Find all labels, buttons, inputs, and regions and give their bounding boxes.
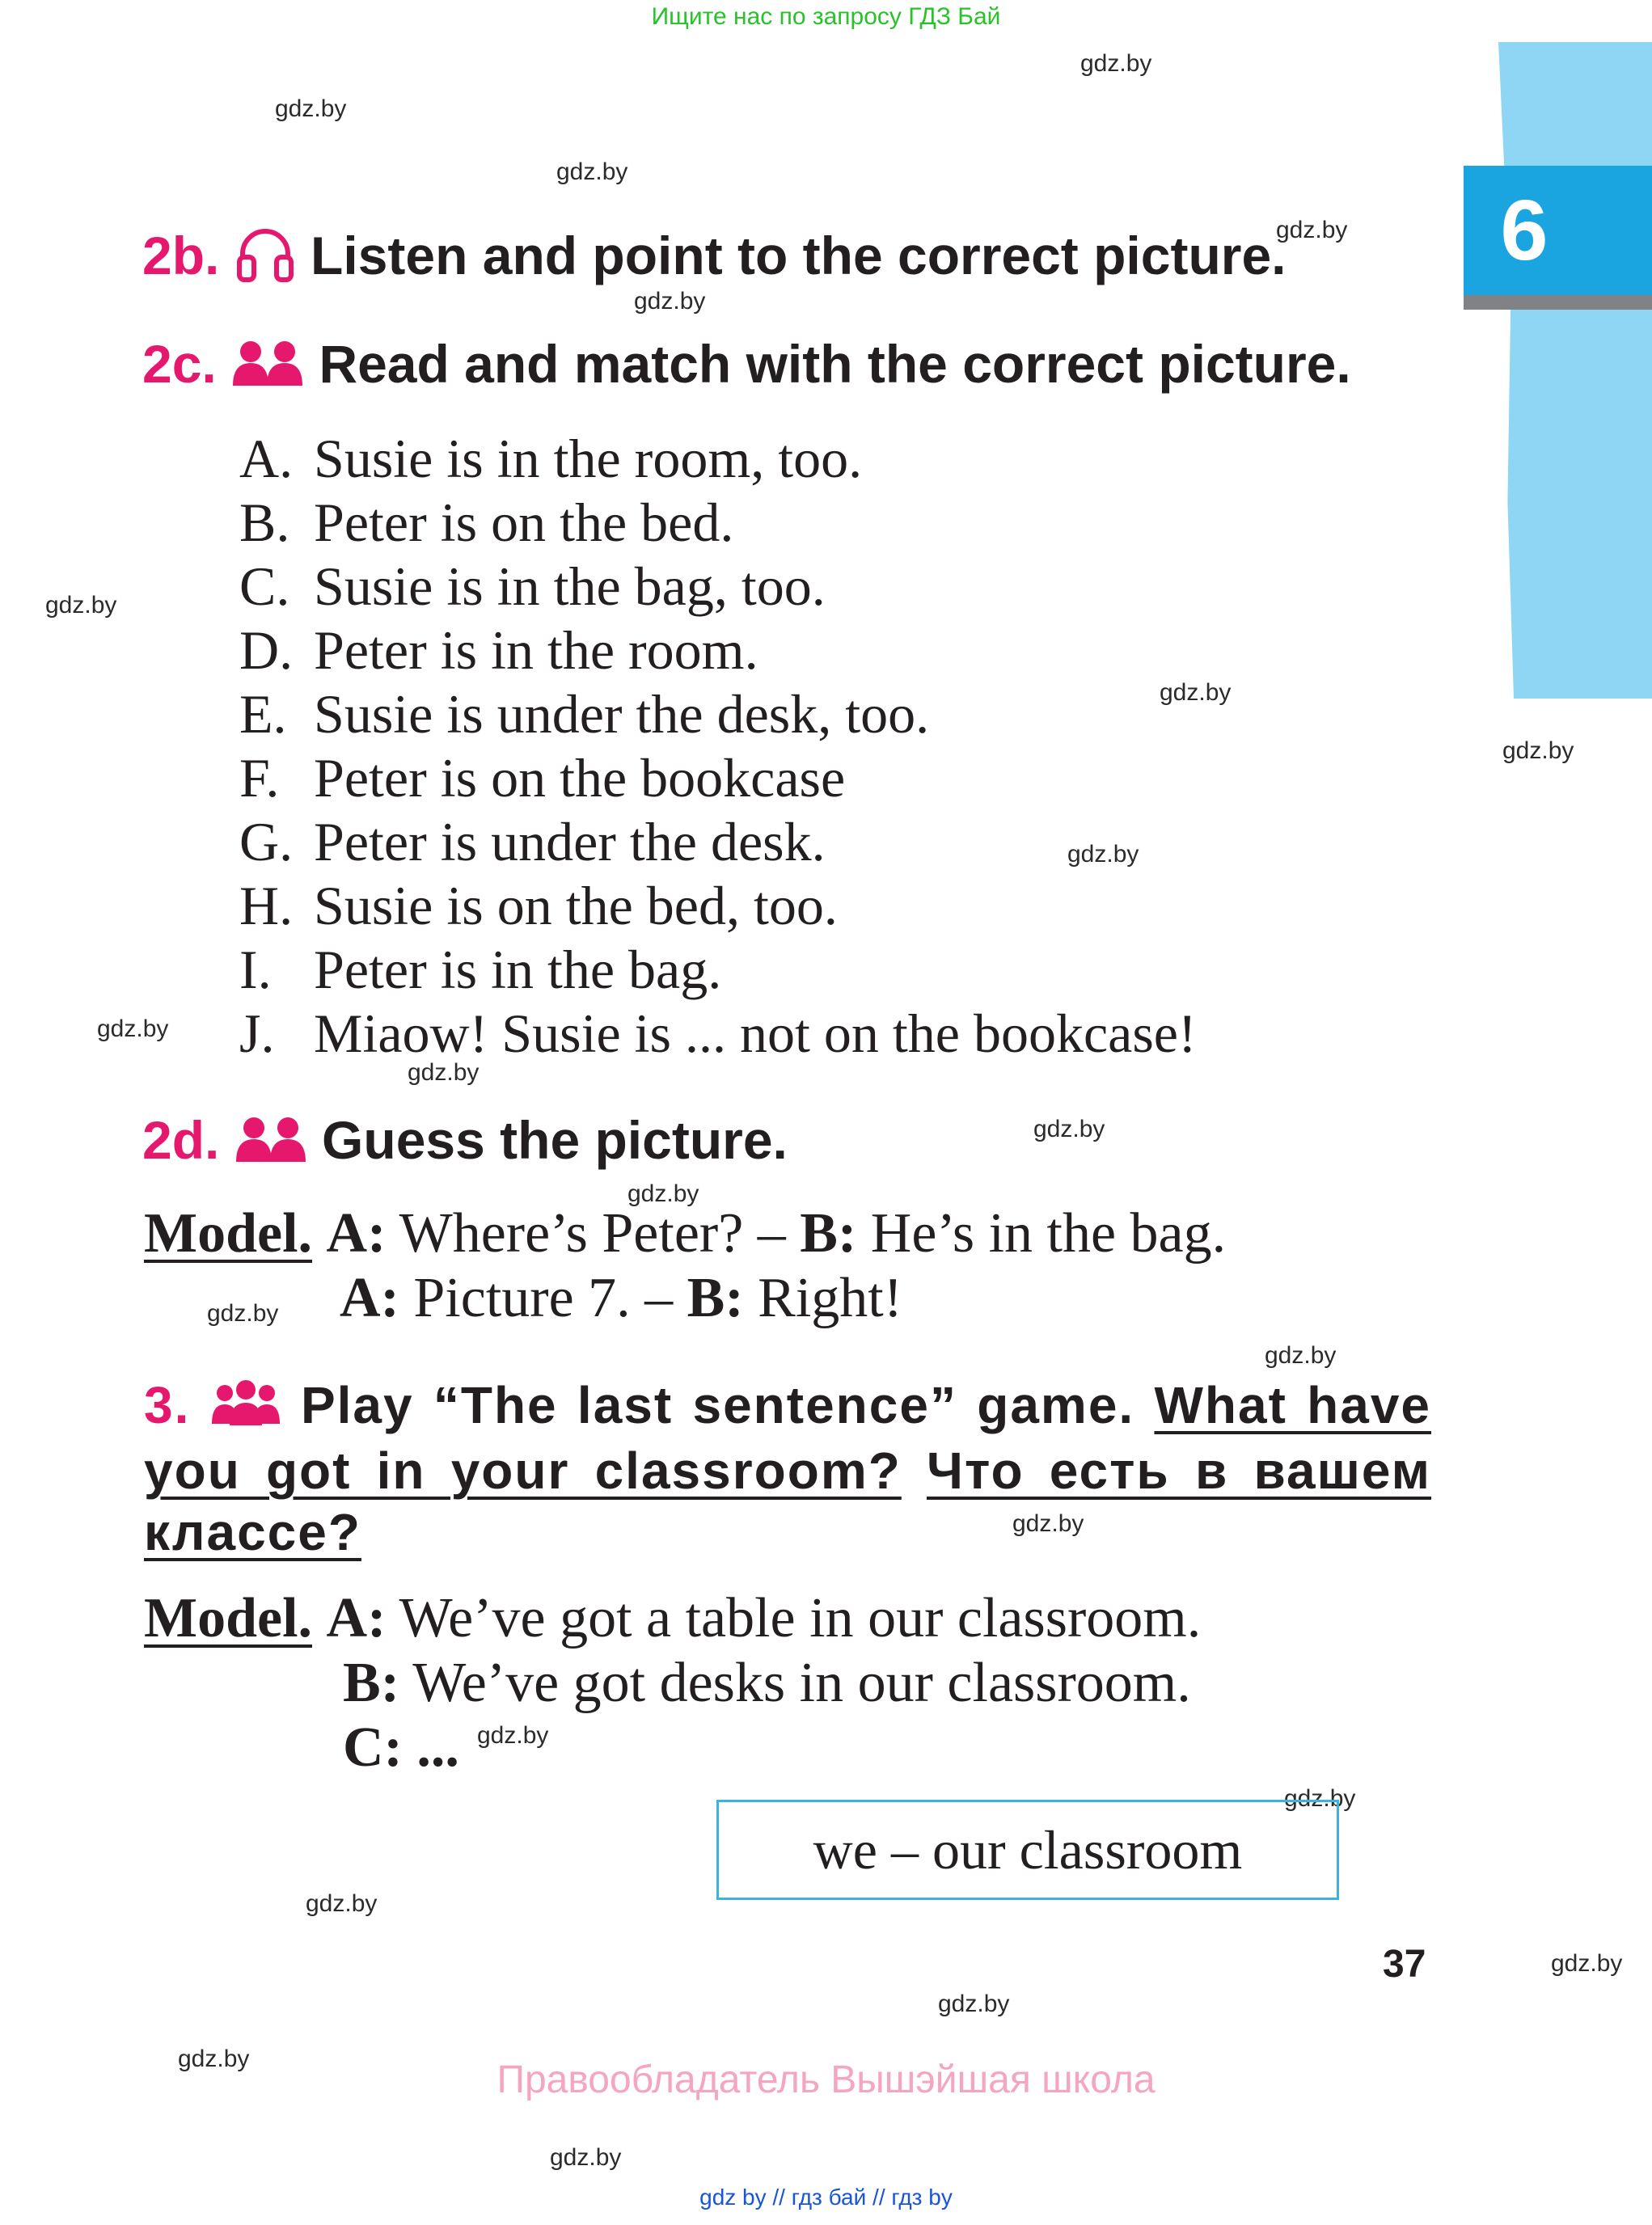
speaker: A: xyxy=(326,1587,387,1649)
task-3-number: 3. xyxy=(144,1376,191,1434)
task-2c-heading xyxy=(142,333,1351,399)
page-number: 37 xyxy=(1383,1943,1426,1986)
line-text: Right! xyxy=(758,1267,903,1329)
line-text: Picture 7. – xyxy=(413,1267,674,1329)
task-2d-text: Guess the picture. xyxy=(322,1110,788,1170)
sentence-letter: F. xyxy=(239,747,280,809)
rule-box: we – our classroom xyxy=(716,1800,1339,1900)
sentence-letter: C. xyxy=(239,555,290,617)
watermark: gdz.by xyxy=(306,1890,378,1917)
watermark: gdz.by xyxy=(275,95,347,122)
task-3-heading xyxy=(144,1374,1431,1563)
watermark: gdz.by xyxy=(1265,1342,1337,1369)
headphones-icon xyxy=(234,225,296,295)
sentence-text: Peter is on the bed. xyxy=(314,492,734,553)
task-2c-number: 2c. xyxy=(142,334,217,394)
speaker-b: B: xyxy=(800,1202,857,1264)
line-text: He’s in the bag. xyxy=(870,1202,1227,1264)
speaker: C: xyxy=(343,1716,403,1779)
watermark: gdz.by xyxy=(207,1300,279,1327)
watermark: gdz.by xyxy=(1067,841,1139,868)
watermark: gdz.by xyxy=(1012,1510,1084,1537)
task-2d-number: 2d. xyxy=(142,1110,220,1170)
watermark: gdz.by xyxy=(938,1991,1010,2017)
watermark: gdz.by xyxy=(477,1722,549,1749)
sentence-item xyxy=(239,491,733,555)
speaker-a: A: xyxy=(340,1267,399,1329)
sentence-item xyxy=(239,682,929,746)
line-text: ... xyxy=(416,1716,459,1779)
watermark: gdz.by xyxy=(97,1015,169,1042)
model-3-line1 xyxy=(144,1586,1201,1651)
sentence-letter: A. xyxy=(239,428,294,489)
model-label: Model. xyxy=(144,1202,313,1264)
sentence-text: Peter is in the bag. xyxy=(314,939,722,1000)
line-text: We’ve got desks in our classroom. xyxy=(412,1652,1191,1714)
line-text: Where’s Peter? – xyxy=(399,1202,786,1264)
sentence-letter: D. xyxy=(239,619,294,681)
watermark: gdz.by xyxy=(550,2144,622,2171)
sentence-text: Susie is in the bag, too. xyxy=(314,555,826,617)
sentence-letter: G. xyxy=(239,811,294,872)
task-2d-heading xyxy=(142,1109,788,1176)
watermark: gdz.by xyxy=(1033,1116,1105,1142)
watermark: gdz.by xyxy=(1502,737,1574,764)
sentence-text: Susie is in the room, too. xyxy=(314,428,863,489)
sentence-letter: B. xyxy=(239,492,290,553)
unit-tab-strip xyxy=(1498,42,1652,699)
sentence-item xyxy=(239,810,826,874)
sentence-item xyxy=(239,427,862,491)
sentence-item xyxy=(239,555,826,619)
model-2d-line1 xyxy=(144,1201,1226,1266)
watermark: gdz.by xyxy=(634,288,706,315)
task-2b-heading xyxy=(142,225,1286,295)
watermark: gdz.by xyxy=(1284,1785,1356,1812)
speaker: B: xyxy=(343,1652,399,1714)
sentence-letter: H. xyxy=(239,875,294,936)
watermark: gdz.by xyxy=(1551,1950,1623,1977)
watermark: gdz.by xyxy=(1160,679,1232,706)
task-3-text: Play “The last sentence” game. xyxy=(300,1376,1135,1434)
sentence-text: Miaow! Susie is ... not on the bookcase! xyxy=(314,1003,1197,1064)
line-text: We’ve got a table in our classroom. xyxy=(399,1587,1202,1649)
task-3-question-ru: Что есть в вашем классе? xyxy=(144,1442,1432,1562)
pair-work-icon xyxy=(234,1114,307,1176)
sentence-item xyxy=(239,874,838,938)
speaker-a: A: xyxy=(326,1202,387,1264)
watermark: gdz.by xyxy=(1276,217,1348,243)
footer-links: gdz by // гдз бай // гдз by xyxy=(699,2185,953,2210)
unit-number: 6 xyxy=(1500,183,1548,278)
sentence-letter: I. xyxy=(239,939,272,1000)
task-2c-text: Read and match with the correct picture. xyxy=(319,334,1351,394)
sentence-item xyxy=(239,1002,1197,1066)
sentence-letter: J. xyxy=(239,1003,275,1064)
sentence-text: Peter is in the room. xyxy=(314,619,758,681)
watermark: gdz.by xyxy=(1080,50,1152,77)
watermark: gdz.by xyxy=(556,158,628,185)
model-label: Model. xyxy=(144,1587,313,1649)
sentence-text: Peter is under the desk. xyxy=(314,811,826,872)
sentence-text: Susie is on the bed, too. xyxy=(314,875,838,936)
sentence-text: Susie is under the desk, too. xyxy=(314,683,930,745)
model-3-line2 xyxy=(343,1651,1191,1716)
watermark: gdz.by xyxy=(627,1180,699,1207)
group-work-icon xyxy=(210,1378,281,1440)
task-2b-text: Listen and point to the correct picture. xyxy=(311,226,1287,285)
model-2d-line2 xyxy=(340,1266,902,1331)
rights-holder: Правообладатель Вышэйшая школа xyxy=(496,2058,1156,2101)
task-3-question-en: What have you got in your classroom? xyxy=(144,1376,1432,1501)
sentence-item xyxy=(239,746,845,810)
speaker-b: B: xyxy=(687,1267,744,1329)
watermark: gdz.by xyxy=(45,592,117,619)
sentence-text: Peter is on the bookcase xyxy=(314,747,846,809)
watermark: gdz.by xyxy=(178,2046,250,2072)
sentence-item xyxy=(239,938,721,1002)
model-3-line3 xyxy=(343,1716,459,1780)
pair-work-icon xyxy=(231,338,304,399)
watermark: gdz.by xyxy=(408,1059,480,1086)
sentence-item xyxy=(239,619,758,682)
task-2b-number: 2b. xyxy=(142,226,220,285)
top-note: Ищите нас по запросу ГДЗ Бай xyxy=(651,3,1001,30)
sentence-letter: E. xyxy=(239,683,287,745)
